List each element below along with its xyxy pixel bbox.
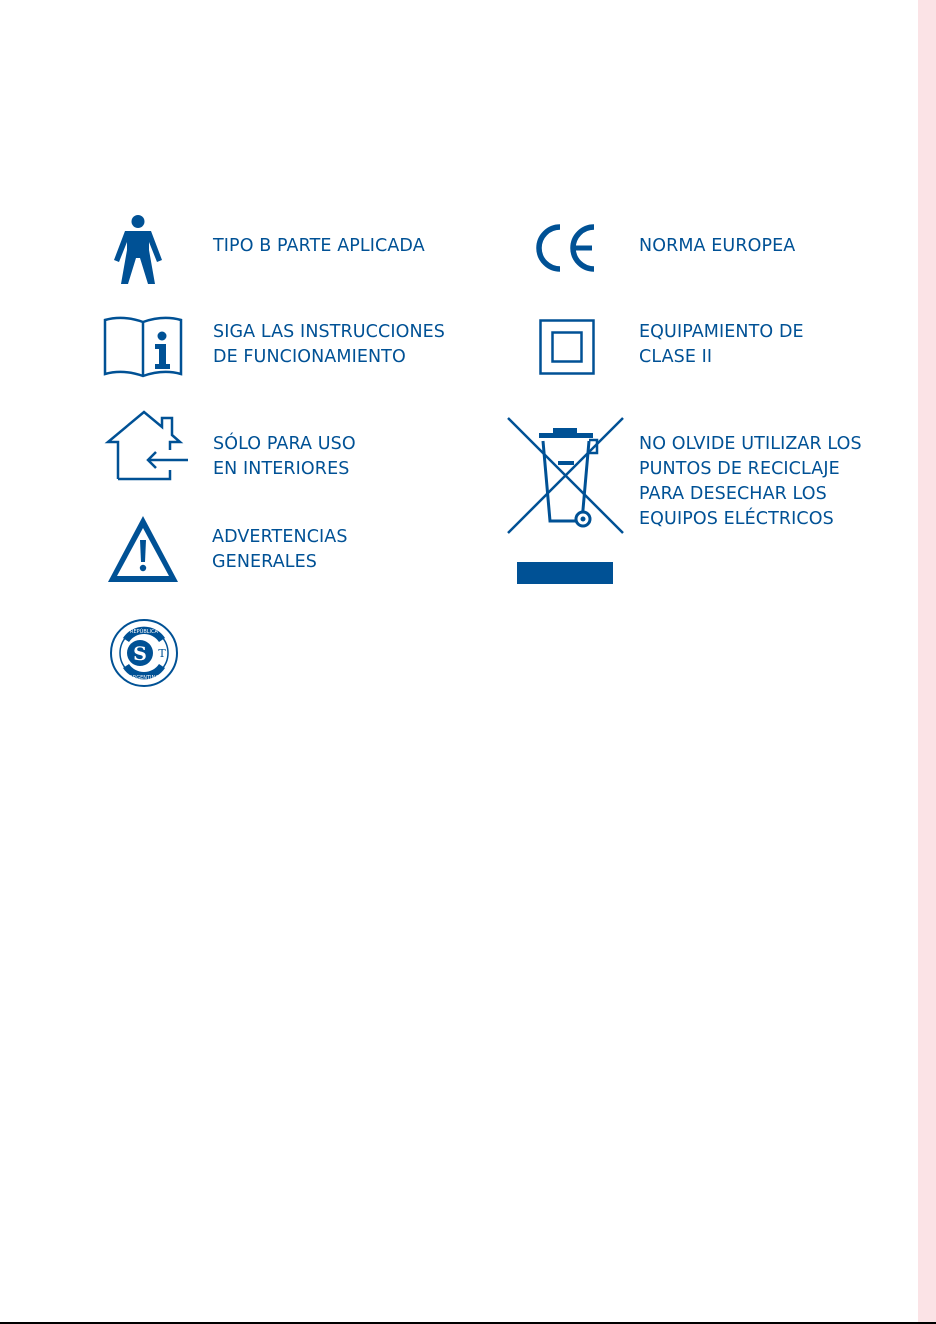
ce-mark-icon	[532, 223, 598, 273]
argentina-safety-seal-icon	[109, 618, 179, 688]
warning-triangle-icon	[106, 514, 180, 584]
indoor-use-icon	[106, 410, 190, 482]
body-type-b-icon	[111, 214, 165, 284]
side-color-strip	[918, 0, 936, 1324]
instructions-label: SIGA LAS INSTRUCCIONES DE FUNCIONAMIENTO	[213, 322, 446, 367]
class-ii-equipment-icon	[539, 319, 595, 375]
type-b-label: TIPO B PARTE APLICADA	[213, 236, 425, 256]
class-ii-label: EQUIPAMIENTO DE CLASE II	[639, 322, 804, 367]
warning-label: ADVERTENCIAS GENERALES	[212, 527, 348, 572]
instruction-manual-icon	[103, 316, 183, 378]
svg-text:S: S	[133, 643, 147, 665]
weee-label: NO OLVIDE UTILIZAR LOS PUNTOS DE RECICLAJE PARA DESECHAR LOS EQUIPOS ELÉCTRICOS	[639, 434, 862, 529]
svg-text:T: T	[158, 647, 166, 660]
indoor-label: SÓLO PARA USO EN INTERIORES	[213, 434, 356, 479]
seal-top-text: REPÚBLICA	[130, 629, 158, 635]
seal-bottom-text: ARGENTINA	[129, 675, 159, 681]
ce-label: NORMA EUROPEA	[639, 236, 796, 256]
crossed-bin-icon	[505, 415, 627, 587]
